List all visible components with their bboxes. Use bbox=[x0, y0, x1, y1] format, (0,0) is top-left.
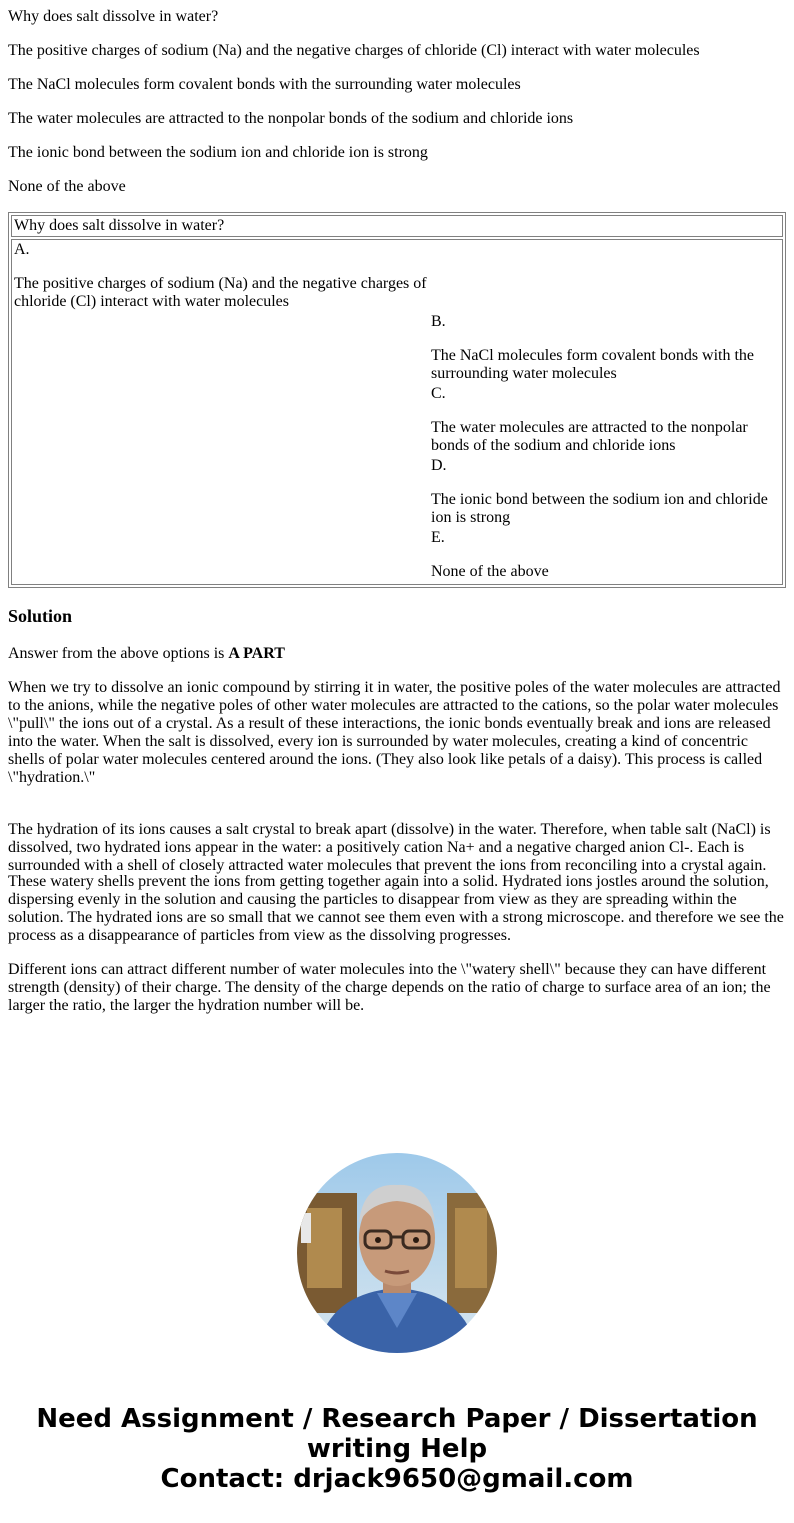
option-text: The positive charges of sodium (Na) and the negative charges of chloride (Cl) interact with water molecules bbox=[14, 275, 427, 310]
option-text-c: The water molecules are attracted to the nonpolar bonds of the sodium and chloride ions bbox=[8, 110, 574, 127]
option-text: None of the above bbox=[431, 563, 549, 580]
question-text: Why does salt dissolve in water? bbox=[8, 8, 219, 25]
footer-line-1: Need Assignment / Research Paper / Dissertation bbox=[36, 1404, 758, 1434]
table-header-cell: Why does salt dissolve in water? bbox=[11, 215, 783, 237]
option-text-a: The positive charges of sodium (Na) and the negative charges of chloride (Cl) interact with water molecules bbox=[8, 42, 700, 59]
footer-line-2: writing Help bbox=[306, 1434, 488, 1464]
author-photo-illustration bbox=[297, 1153, 497, 1353]
answer-prefix: Answer from the above options is bbox=[8, 645, 229, 662]
solution-paragraph-1: When we try to dissolve an ionic compound by stirring it in water, the positive poles of the water molecules are attracted to the anions, while the negative poles of other water molecules are attracted to the cations, so the polar water molecules \"pull\" the ions out of a crystal. As a result of these interactions, the ionic bonds eventually break and ions are released into the water. When the salt is dissolved, every ion is surrounded by water molecules, creating a kind of concentric shells of polar water molecules centered around the ions. (They also look like petals of a daisy). This process is called \"hydration.\" bbox=[8, 679, 781, 786]
table-option-d bbox=[431, 457, 779, 527]
question-table bbox=[8, 212, 786, 588]
footer-banner bbox=[0, 1404, 794, 1494]
option-letter: B. bbox=[431, 313, 446, 330]
table-option-a bbox=[14, 241, 430, 311]
table-option-e bbox=[431, 529, 549, 581]
solution-heading: Solution bbox=[8, 606, 73, 626]
option-text-b: The NaCl molecules form covalent bonds with the surrounding water molecules bbox=[8, 76, 521, 93]
answer-value: A PART bbox=[228, 645, 285, 662]
option-letter: D. bbox=[431, 457, 447, 474]
option-letter: A. bbox=[14, 241, 30, 258]
footer-contact: Contact: drjack9650@gmail.com bbox=[160, 1464, 634, 1494]
author-photo bbox=[297, 1153, 497, 1353]
option-text: The water molecules are attracted to the nonpolar bonds of the sodium and chloride ions bbox=[431, 419, 748, 454]
option-text-e: None of the above bbox=[8, 178, 126, 195]
table-option-b bbox=[431, 313, 779, 383]
solution-paragraph-3: These watery shells prevent the ions from getting together again into a solid. Hydrated ions jostles around the solution, dispersing evenly in the solution and causing the particles to disappear from view as they are spreading within the solution. The hydrated ions are so small that we cannot see them even with a strong microscope. and therefore we see the process as a disappearance of particles from view as the dissolving progresses. bbox=[8, 873, 784, 944]
table-option-c bbox=[431, 385, 779, 455]
option-text: The ionic bond between the sodium ion and chloride ion is strong bbox=[431, 491, 768, 526]
option-letter: C. bbox=[431, 385, 446, 402]
solution-paragraph-4: Different ions can attract different number of water molecules into the \"watery shell\" because they can have different strength (density) of their charge. The density of the charge depends on the ratio of charge to surface area of an ion; the larger the ratio, the larger the hydration number will be. bbox=[8, 961, 771, 1014]
option-letter: E. bbox=[431, 529, 445, 546]
option-text: The NaCl molecules form covalent bonds with the surrounding water molecules bbox=[431, 347, 755, 382]
question-block bbox=[8, 8, 786, 588]
answer-line bbox=[8, 645, 786, 663]
option-text-d: The ionic bond between the sodium ion and chloride ion is strong bbox=[8, 144, 428, 161]
options-cell bbox=[11, 239, 783, 585]
solution-paragraph-2: The hydration of its ions causes a salt crystal to break apart (dissolve) in the water. Therefore, when table salt (NaCl) is dissolved, two hydrated ions appear in the water: a positively cation Na+ and a negative charged anion Cl-. Each is surrounded with a shell of closely attracted water molecules that prevent the ions from reconciling into a crystal again. bbox=[8, 821, 771, 874]
